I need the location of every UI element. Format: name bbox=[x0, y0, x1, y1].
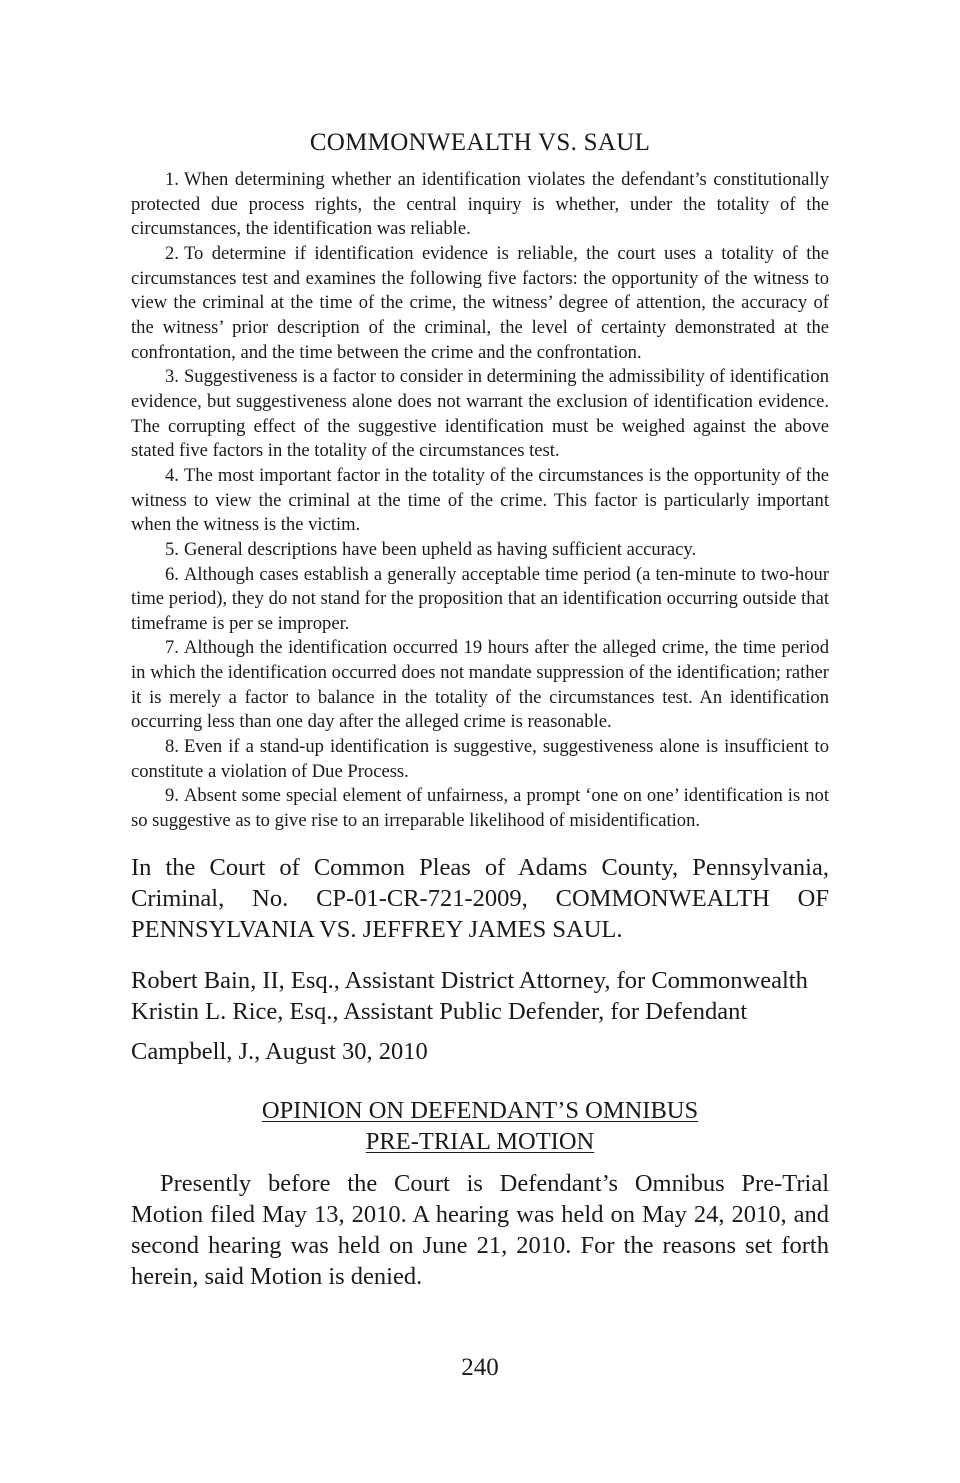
headnote-item bbox=[131, 538, 829, 563]
judge-date-line: Campbell, J., August 30, 2010 bbox=[131, 1037, 428, 1065]
headnote-text: General descriptions have been upheld as having sufficient accuracy. bbox=[183, 538, 697, 560]
headnote-text: Although the identification occurred 19 hours after the alleged crime, the time period in which the identification occurred does not mandate suppression of the identification; rather it is merely a factor to balance in the totality of the circumstances test. An identification occurring less than one day after the alleged crime is reasonable. bbox=[131, 637, 829, 733]
headnote-item bbox=[131, 784, 829, 833]
headnote-text: Even if a stand-up identification is suggestive, suggestiveness alone is insufficient to constitute a violation of Due Process. bbox=[131, 736, 829, 782]
opinion-paragraph: Presently before the Court is Defendant’s Omnibus Pre-Trial Motion filed May 13, 2010. A hearing was held on May 24, 2010, and second hearing was held on June 21, 2010. For the reasons set forth herein, said Motion is denied. bbox=[131, 1169, 829, 1290]
headnote-text: Suggestiveness is a factor to consider in determining the admissibility of identification evidence, but suggestiveness alone does not warrant the exclusion of identification evidence. The corrupting effect of the suggestive identification must be weighed against the above stated five factors in the totality of the circumstances test. bbox=[131, 366, 829, 462]
headnote-number: 4. bbox=[165, 464, 179, 486]
headnote-number: 5. bbox=[165, 538, 179, 560]
document-page bbox=[131, 128, 829, 1292]
headnote-number: 1. bbox=[165, 169, 179, 190]
headnote-item bbox=[131, 636, 829, 735]
case-title: COMMONWEALTH VS. SAUL bbox=[309, 129, 651, 156]
headnote-item bbox=[131, 168, 829, 242]
headnote-text: To determine if identification evidence is reliable, the court uses a totality of the circumstances test and examines the following five factors: the opportunity of the witness to view the criminal at the time of the crime, the witness’ degree of attention, the accuracy of the witness’ prior description of the criminal, the level of certainty demonstrated at the confrontation, and the time between the crime and the confrontation. bbox=[131, 242, 829, 363]
page-number: 240 bbox=[461, 1354, 499, 1381]
headnote-item bbox=[131, 365, 829, 464]
opinion-heading-line-1: OPINION ON DEFENDANT’S OMNIBUS bbox=[261, 1096, 699, 1124]
defense-counsel: Kristin L. Rice, Esq., Assistant Public Defender, for Defendant bbox=[131, 997, 748, 1025]
prosecution-counsel: Robert Bain, II, Esq., Assistant District Attorney, for Commonwealth bbox=[131, 966, 808, 994]
headnote-item bbox=[131, 563, 829, 637]
headnote-text: Absent some special element of unfairness, a prompt ‘one on one’ identification is not so suggestive as to give rise to an irreparable likelihood of misidentification. bbox=[131, 785, 829, 832]
headnote-item bbox=[131, 464, 829, 538]
counsel-block bbox=[131, 965, 829, 1027]
opinion-heading bbox=[131, 1095, 829, 1157]
headnote-text: The most important factor in the totality of the circumstances is the opportunity of the witness to view the criminal at the time of the crime. This factor is particularly important when the witness is the victim. bbox=[131, 464, 829, 536]
headnote-number: 8. bbox=[165, 736, 179, 758]
headnote-number: 6. bbox=[165, 563, 179, 585]
headnote-text: Although cases establish a generally acceptable time period (a ten-minute to two-hour time period), they do not stand for the proposition that an identification occurring outside that timeframe is per se improper. bbox=[131, 563, 829, 634]
headnote-number: 9. bbox=[165, 785, 179, 807]
headnote-item bbox=[131, 242, 829, 365]
headnotes-list bbox=[131, 168, 829, 834]
headnote-number: 7. bbox=[165, 637, 179, 659]
opinion-heading-line-2: PRE-TRIAL MOTION bbox=[365, 1127, 595, 1155]
headnote-number: 2. bbox=[165, 242, 179, 264]
headnote-item bbox=[131, 735, 829, 784]
court-caption: In the Court of Common Pleas of Adams County, Pennsylvania, Criminal, No. CP-01-CR-721-2009, COMMONWEALTH OF PENNSYLVANIA VS. JEFFREY JAMES SAUL. bbox=[131, 853, 829, 943]
headnote-text: When determining whether an identification violates the defendant’s constitutionally protected due process rights, the central inquiry is whether, under the totality of the circumstances, the identification was reliable. bbox=[131, 169, 829, 240]
headnote-number: 3. bbox=[165, 366, 179, 388]
